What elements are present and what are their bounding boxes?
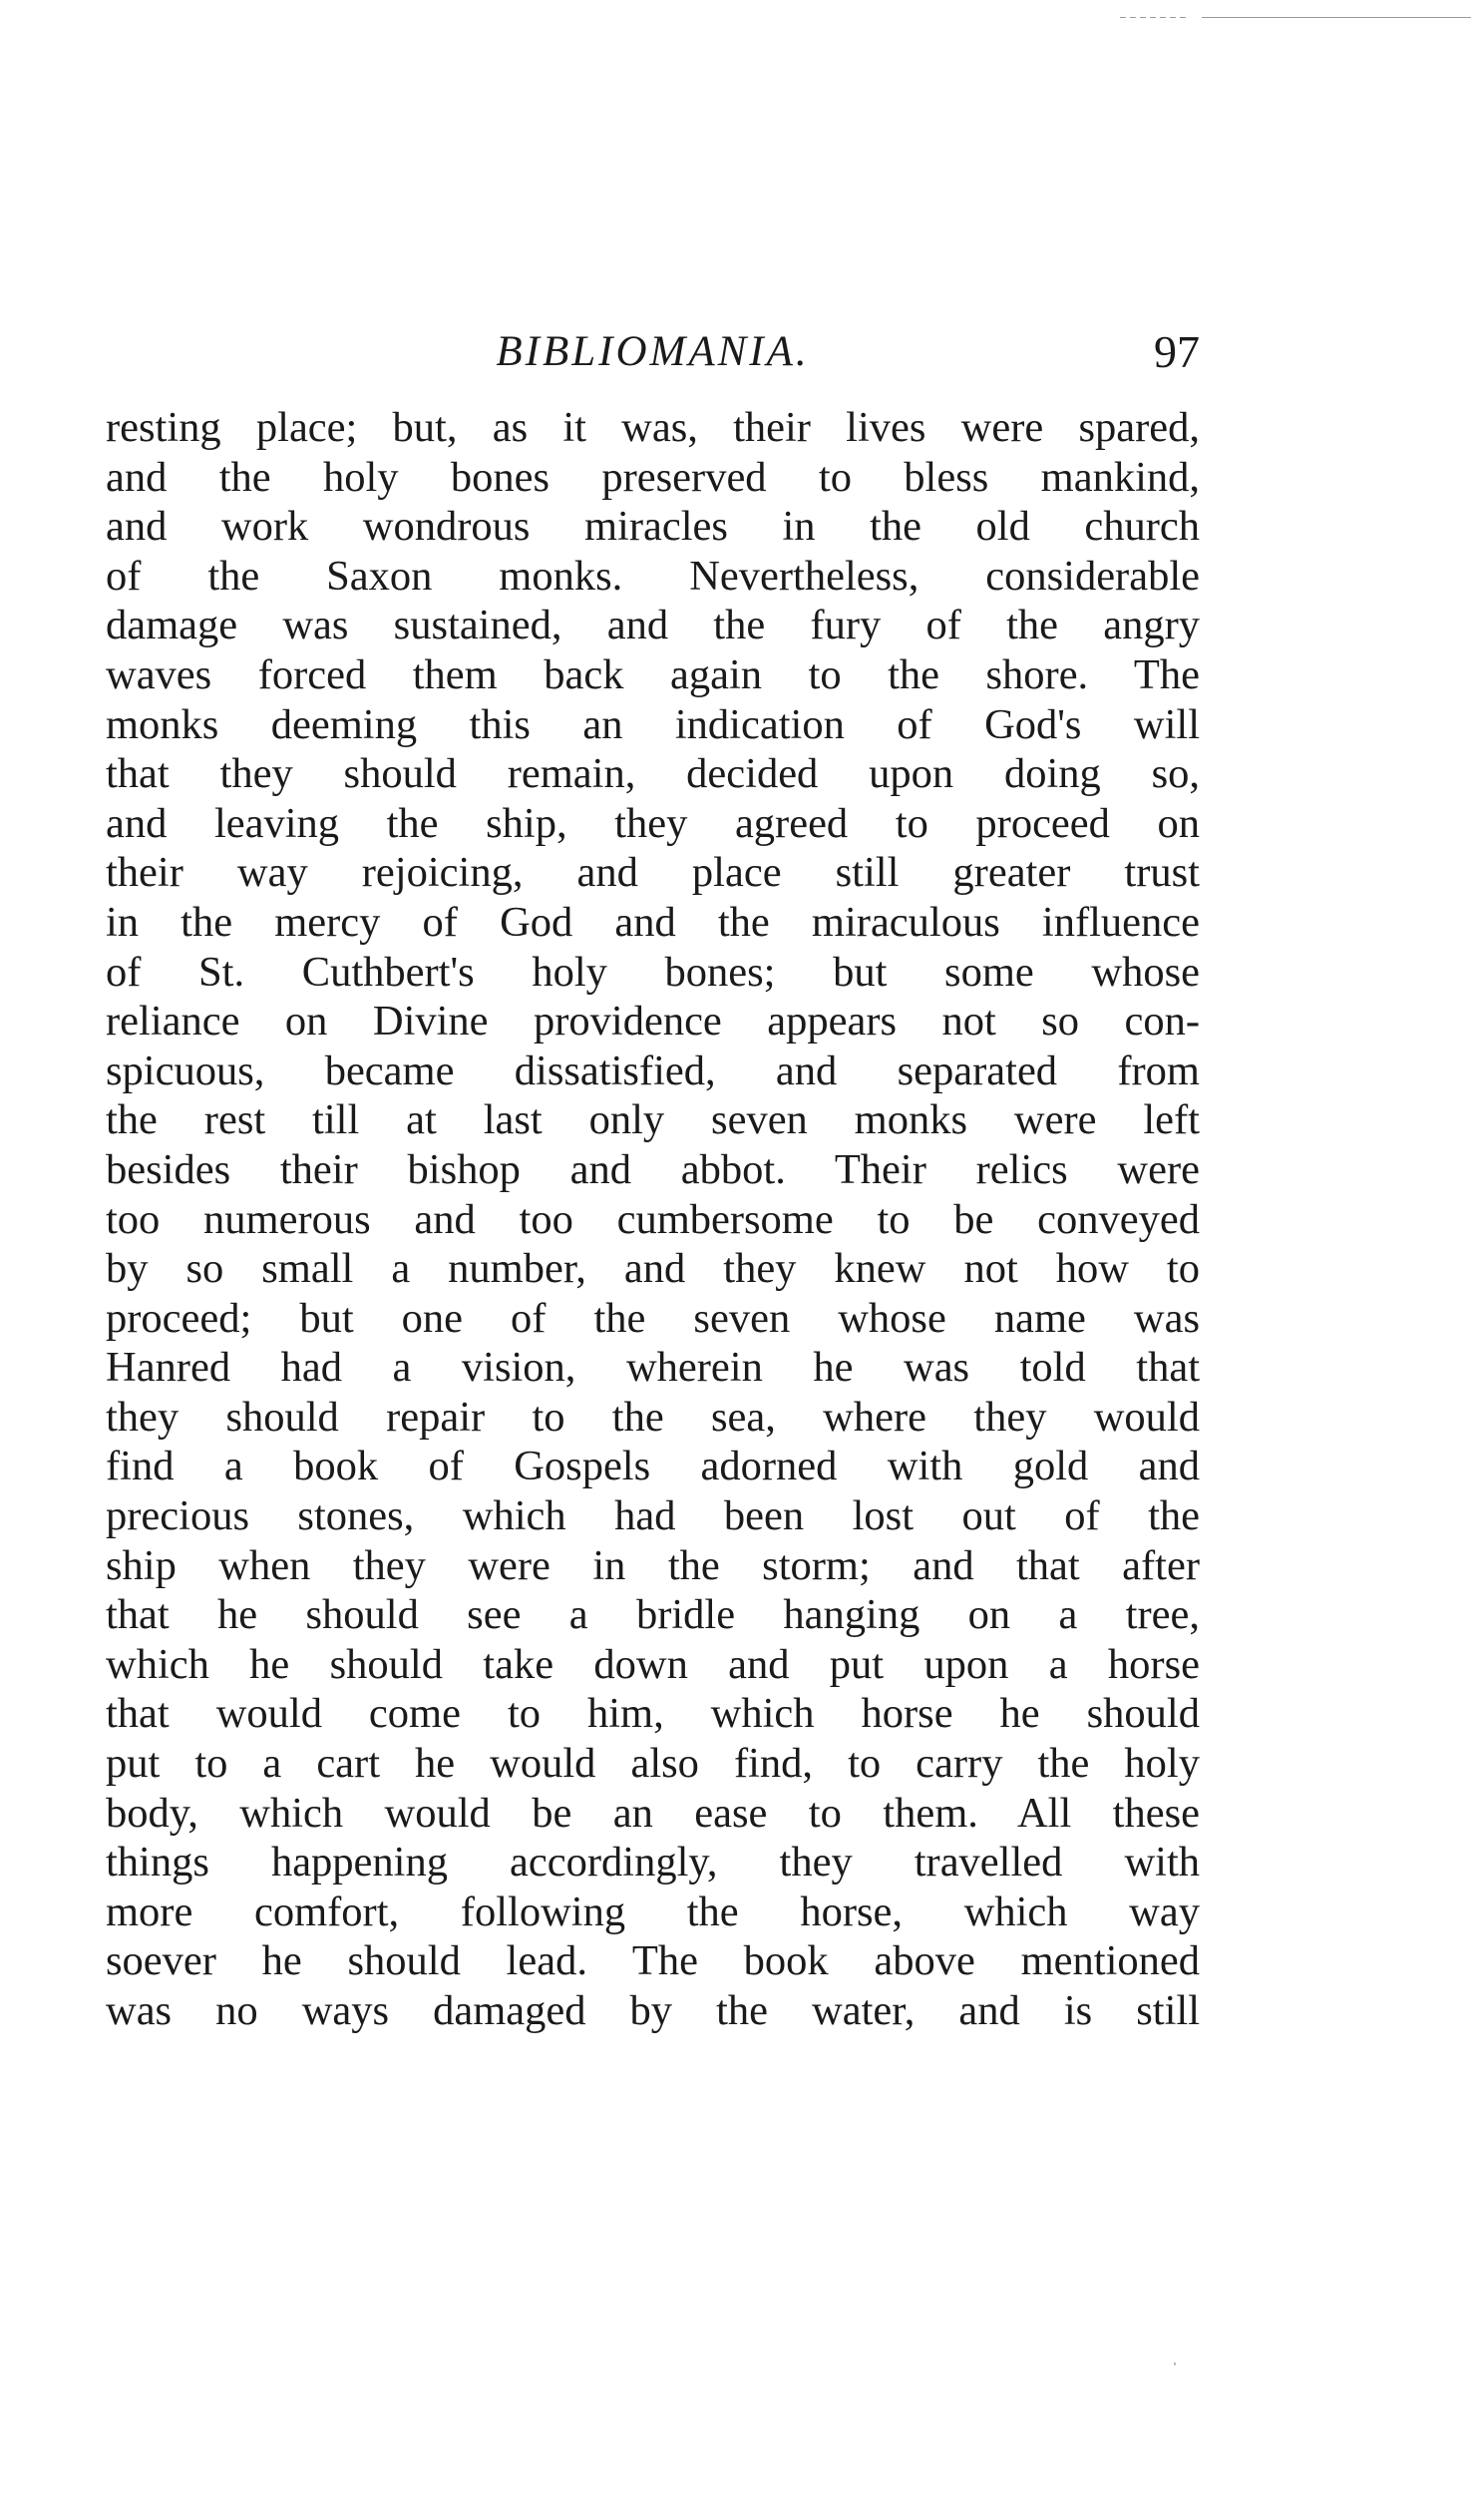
text-line: resting place; but, as it was, their lives were spared, [106,404,1200,451]
text-line: damage was sustained, and the fury of the angry [106,602,1200,649]
text-line: find a book of Gospels adorned with gold and [106,1443,1200,1490]
text-line: and leaving the ship, they agreed to proceed on [106,799,1200,847]
text-line: that would come to him, which horse he should [106,1690,1200,1738]
scan-edge-line [1202,17,1471,18]
text-line: they should repair to the sea, where they would [106,1393,1200,1441]
text-line: Hanred had a vision, wherein he was told that [106,1344,1200,1392]
text-line: proceed; but one of the seven whose name was [106,1294,1200,1342]
text-line: that he should see a bridle hanging on a tree, [106,1591,1200,1639]
text-line: reliance on Divine providence appears not so con- [106,998,1200,1046]
text-line: precious stones, which had been lost out of the [106,1492,1200,1540]
text-line: in the mercy of God and the miraculous influence [106,898,1200,946]
text-line: the rest till at last only seven monks were left [106,1096,1200,1144]
text-line: monks deeming this an indication of God's will [106,700,1200,748]
text-line: their way rejoicing, and place still greater trust [106,849,1200,897]
text-line: things happening accordingly, they travelled with [106,1839,1200,1887]
text-line: that they should remain, decided upon doing so, [106,750,1200,798]
text-line: of the Saxon monks. Nevertheless, considerable [106,552,1200,600]
scan-edge-dashes [1120,17,1190,18]
text-line: of St. Cuthbert's holy bones; but some whose [106,948,1200,996]
page-number: 97 [1154,326,1200,377]
body-text [106,403,1200,2036]
running-title: BIBLIOMANIA. [496,328,810,375]
running-head [106,313,1200,403]
book-page [106,313,1200,2036]
text-line: spicuous, became dissatisfied, and separated from [106,1047,1200,1094]
text-line: by so small a number, and they knew not how to [106,1245,1200,1293]
text-line: more comfort, following the horse, which way [106,1888,1200,1935]
text-line: besides their bishop and abbot. Their relics were [106,1145,1200,1193]
text-line: soever he should lead. The book above mentioned [106,1937,1200,1985]
text-line: was no ways damaged by the water, and is still [106,1987,1200,2034]
scan-speck [1174,2362,1176,2365]
text-line: waves forced them back again to the shore. The [106,650,1200,698]
text-line: and work wondrous miracles in the old church [106,503,1200,551]
text-line: which he should take down and put upon a horse [106,1640,1200,1688]
text-line: put to a cart he would also find, to carry the holy [106,1740,1200,1788]
text-line: ship when they were in the storm; and that after [106,1541,1200,1589]
text-line: too numerous and too cumbersome to be conveyed [106,1195,1200,1243]
text-line: and the holy bones preserved to bless mankind, [106,453,1200,501]
text-line: body, which would be an ease to them. All these [106,1789,1200,1837]
